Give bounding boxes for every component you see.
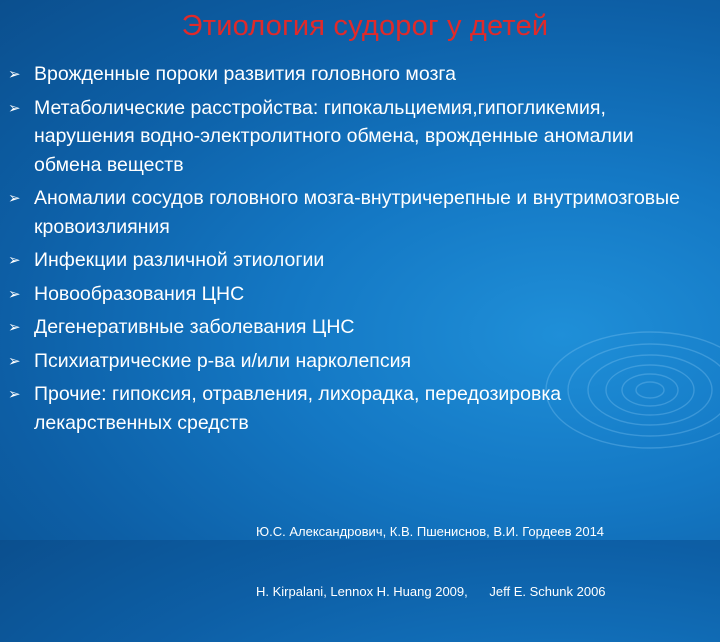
arrow-bullet-icon: ➢ xyxy=(8,99,21,117)
arrow-bullet-icon: ➢ xyxy=(8,190,21,207)
bullet-text: Психиатрические р-ва и/или нарколепсия xyxy=(34,349,412,372)
list-item xyxy=(8,313,698,342)
reference-line: Ю.С. Александрович, К.В. Пшениснов, В.И. Гордеев 2014 xyxy=(256,524,605,539)
slide-title: Этиология судорог у детей xyxy=(181,10,549,42)
arrow-bullet-icon: ➢ xyxy=(8,352,21,370)
bullet-text: Дегенеративные заболевания ЦНС xyxy=(34,316,355,338)
bullet-text: Врожденные пороки развития головного мозга xyxy=(34,63,456,85)
bullet-text: Инфекции различной этиологии xyxy=(34,249,325,271)
bullet-list xyxy=(8,60,698,442)
bullet-text: Прочие: гипоксия, отравления, лихорадка, передозировка лекарственных средств xyxy=(34,383,562,434)
list-item xyxy=(8,60,698,89)
list-item xyxy=(8,380,698,437)
arrow-bullet-icon: ➢ xyxy=(8,386,21,403)
arrow-bullet-icon: ➢ xyxy=(8,252,21,269)
arrow-bullet-icon: ➢ xyxy=(8,66,21,83)
list-item xyxy=(8,94,698,180)
list-item xyxy=(8,347,698,376)
arrow-bullet-icon: ➢ xyxy=(8,319,21,336)
list-item xyxy=(8,184,698,241)
bullet-text: Аномалии сосудов головного мозга-внутричерепные и внутримозговые кровоизлияния xyxy=(34,187,681,238)
bullet-text: Метаболические расстройства: гипокальциемия,гипогликемия, нарушения водно-электролитного обмена, врожденные аномалии обмена веществ xyxy=(34,96,634,176)
bullet-text: Новообразования ЦНС xyxy=(34,282,245,305)
arrow-bullet-icon: ➢ xyxy=(8,285,21,303)
list-item xyxy=(8,280,698,309)
reference-line: H. Kirpalani, Lennox H. Huang 2009, Jeff E. Schunk 2006 xyxy=(256,584,606,599)
list-item xyxy=(8,246,698,275)
references xyxy=(256,482,606,642)
